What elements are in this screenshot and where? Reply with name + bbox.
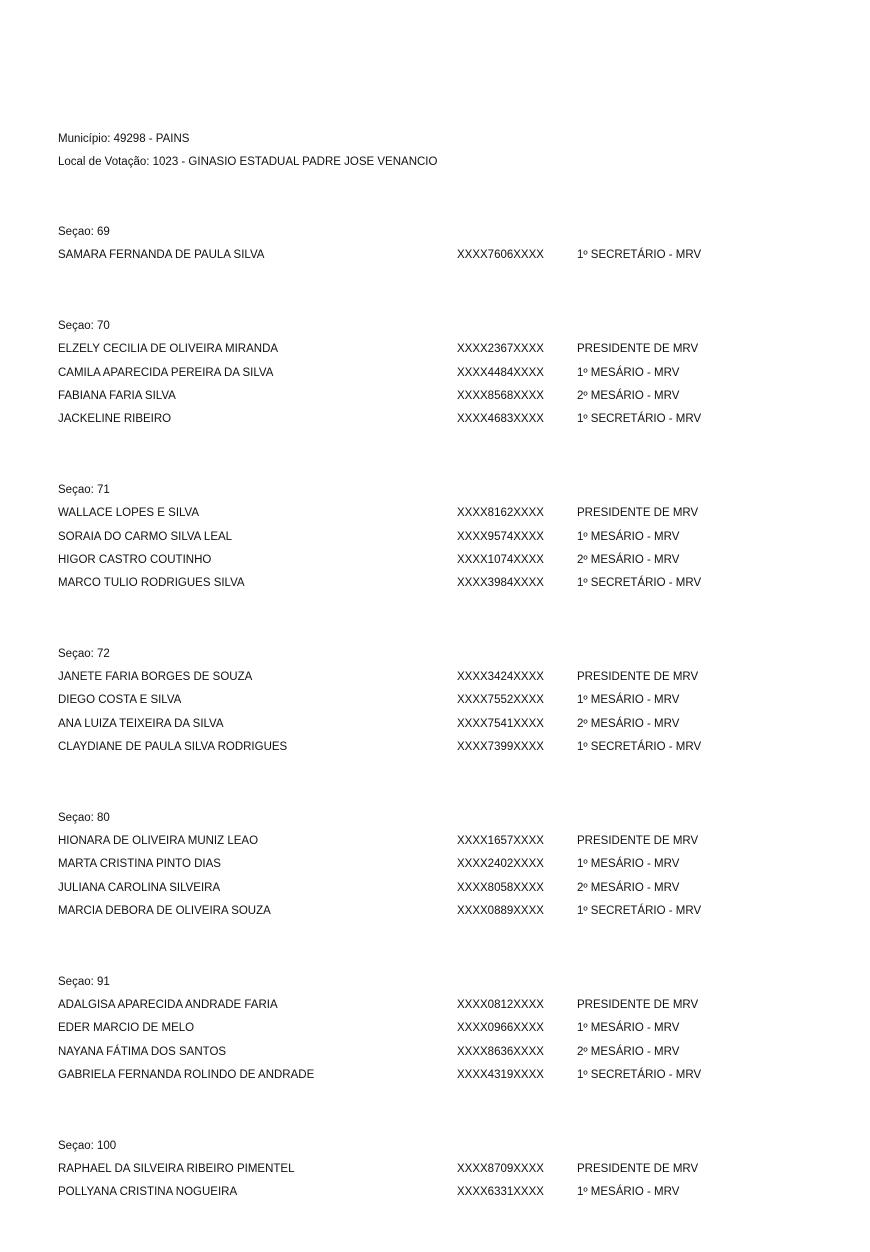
person-name: NAYANA FÁTIMA DOS SANTOS xyxy=(58,1045,227,1058)
person-name: ADALGISA APARECIDA ANDRADE FARIA xyxy=(58,998,278,1011)
masked-id: XXXX3984XXXX xyxy=(457,577,544,590)
person-name: POLLYANA CRISTINA NOGUEIRA xyxy=(58,1186,238,1199)
table-row xyxy=(58,877,818,900)
masked-id: XXXX8568XXXX xyxy=(457,389,544,402)
person-name: CAMILA APARECIDA PEREIRA DA SILVA xyxy=(58,366,274,379)
table-row xyxy=(58,572,818,595)
person-name: GABRIELA FERNANDA ROLINDO DE ANDRADE xyxy=(58,1069,315,1082)
masked-id: XXXX8058XXXX xyxy=(457,881,544,894)
municipio-line: Município: 49298 - PAINS xyxy=(58,133,190,145)
local-votacao-line: Local de Votação: 1023 - GINASIO ESTADUAL PADRE JOSE VENANCIO xyxy=(58,156,438,169)
table-row xyxy=(58,362,818,385)
person-name: MARTA CRISTINA PINTO DIAS xyxy=(58,858,221,871)
role-label: PRESIDENTE DE MRV xyxy=(577,835,699,848)
section-title: Seçao: 100 xyxy=(58,1139,117,1152)
masked-id: XXXX8709XXXX xyxy=(457,1162,544,1175)
person-name: JACKELINE RIBEIRO xyxy=(58,413,172,426)
role-label: PRESIDENTE DE MRV xyxy=(577,507,699,520)
table-row xyxy=(58,994,818,1017)
role-label: 2º MESÁRIO - MRV xyxy=(577,881,680,894)
masked-id: XXXX4319XXXX xyxy=(457,1069,544,1082)
person-name: JANETE FARIA BORGES DE SOUZA xyxy=(58,671,253,684)
masked-id: XXXX8636XXXX xyxy=(457,1045,544,1058)
person-name: HIONARA DE OLIVEIRA MUNIZ LEAO xyxy=(58,835,259,848)
role-label: 1º MESÁRIO - MRV xyxy=(577,366,680,379)
section-title: Seçao: 80 xyxy=(58,811,110,824)
section-title: Seçao: 72 xyxy=(58,647,110,660)
person-name: SAMARA FERNANDA DE PAULA SILVA xyxy=(58,249,265,262)
masked-id: XXXX4683XXXX xyxy=(457,413,544,426)
person-name: MARCIA DEBORA DE OLIVEIRA SOUZA xyxy=(58,905,271,918)
person-name: CLAYDIANE DE PAULA SILVA RODRIGUES xyxy=(58,741,288,754)
person-name: WALLACE LOPES E SILVA xyxy=(58,507,200,520)
masked-id: XXXX1074XXXX xyxy=(457,553,544,566)
table-row xyxy=(58,408,818,431)
masked-id: XXXX8162XXXX xyxy=(457,507,544,520)
person-name: FABIANA FARIA SILVA xyxy=(58,389,176,402)
masked-id: XXXX9574XXXX xyxy=(457,530,544,543)
masked-id: XXXX0889XXXX xyxy=(457,905,544,918)
masked-id: XXXX2367XXXX xyxy=(457,343,544,356)
person-name: JULIANA CAROLINA SILVEIRA xyxy=(58,881,221,894)
masked-id: XXXX2402XXXX xyxy=(457,858,544,871)
section-title: Seçao: 69 xyxy=(58,226,110,238)
role-label: 1º SECRETÁRIO - MRV xyxy=(577,413,702,426)
person-name: MARCO TULIO RODRIGUES SILVA xyxy=(58,577,245,590)
section-block xyxy=(58,315,818,432)
table-row xyxy=(58,830,818,853)
person-name: HIGOR CASTRO COUTINHO xyxy=(58,553,212,566)
masked-id: XXXX7606XXXX xyxy=(457,249,544,262)
section-title: Seçao: 91 xyxy=(58,975,110,988)
role-label: PRESIDENTE DE MRV xyxy=(577,343,699,356)
role-label: 1º MESÁRIO - MRV xyxy=(577,694,680,707)
table-row xyxy=(58,1064,818,1087)
masked-id: XXXX0812XXXX xyxy=(457,998,544,1011)
section-block xyxy=(58,479,818,596)
table-row xyxy=(58,1041,818,1064)
masked-id: XXXX6331XXXX xyxy=(457,1186,544,1199)
table-row xyxy=(58,666,818,689)
document-header xyxy=(58,128,437,175)
role-label: PRESIDENTE DE MRV xyxy=(577,1162,699,1175)
masked-id: XXXX4484XXXX xyxy=(457,366,544,379)
table-row xyxy=(58,526,818,549)
role-label: 2º MESÁRIO - MRV xyxy=(577,717,680,730)
role-label: 2º MESÁRIO - MRV xyxy=(577,553,680,566)
masked-id: XXXX0966XXXX xyxy=(457,1022,544,1035)
sections-list xyxy=(58,221,818,1252)
section-block xyxy=(58,643,818,760)
role-label: 2º MESÁRIO - MRV xyxy=(577,389,680,402)
section-block xyxy=(58,221,818,268)
person-name: DIEGO COSTA E SILVA xyxy=(58,694,182,707)
person-name: ANA LUIZA TEIXEIRA DA SILVA xyxy=(58,717,224,730)
masked-id: XXXX7399XXXX xyxy=(457,741,544,754)
masked-id: XXXX1657XXXX xyxy=(457,835,544,848)
role-label: 1º SECRETÁRIO - MRV xyxy=(577,577,702,590)
role-label: 1º SECRETÁRIO - MRV xyxy=(577,249,702,262)
role-label: 1º MESÁRIO - MRV xyxy=(577,1186,680,1199)
role-label: PRESIDENTE DE MRV xyxy=(577,671,699,684)
role-label: 1º MESÁRIO - MRV xyxy=(577,1022,680,1035)
table-row xyxy=(58,1181,818,1204)
role-label: 1º SECRETÁRIO - MRV xyxy=(577,741,702,754)
person-name: SORAIA DO CARMO SILVA LEAL xyxy=(58,530,233,543)
section-block xyxy=(58,971,818,1088)
table-row xyxy=(58,338,818,361)
person-name: EDER MARCIO DE MELO xyxy=(58,1022,195,1035)
masked-id: XXXX7541XXXX xyxy=(457,717,544,730)
table-row xyxy=(58,244,818,267)
table-row xyxy=(58,713,818,736)
role-label: 1º SECRETÁRIO - MRV xyxy=(577,905,702,918)
masked-id: XXXX7552XXXX xyxy=(457,694,544,707)
person-name: RAPHAEL DA SILVEIRA RIBEIRO PIMENTEL xyxy=(58,1162,295,1175)
table-row xyxy=(58,385,818,408)
table-row xyxy=(58,900,818,923)
role-label: 1º MESÁRIO - MRV xyxy=(577,530,680,543)
table-row xyxy=(58,502,818,525)
role-label: 1º MESÁRIO - MRV xyxy=(577,858,680,871)
table-row xyxy=(58,1158,818,1181)
section-block xyxy=(58,807,818,924)
role-label: 2º MESÁRIO - MRV xyxy=(577,1045,680,1058)
section-title: Seçao: 70 xyxy=(58,319,110,332)
person-name: ELZELY CECILIA DE OLIVEIRA MIRANDA xyxy=(58,343,279,356)
masked-id: XXXX3424XXXX xyxy=(457,671,544,684)
table-row xyxy=(58,549,818,572)
section-block xyxy=(58,1135,818,1205)
table-row xyxy=(58,736,818,759)
table-row xyxy=(58,1017,818,1040)
role-label: PRESIDENTE DE MRV xyxy=(577,998,699,1011)
table-row xyxy=(58,689,818,712)
role-label: 1º SECRETÁRIO - MRV xyxy=(577,1069,702,1082)
table-row xyxy=(58,853,818,876)
section-title: Seçao: 71 xyxy=(58,483,110,496)
